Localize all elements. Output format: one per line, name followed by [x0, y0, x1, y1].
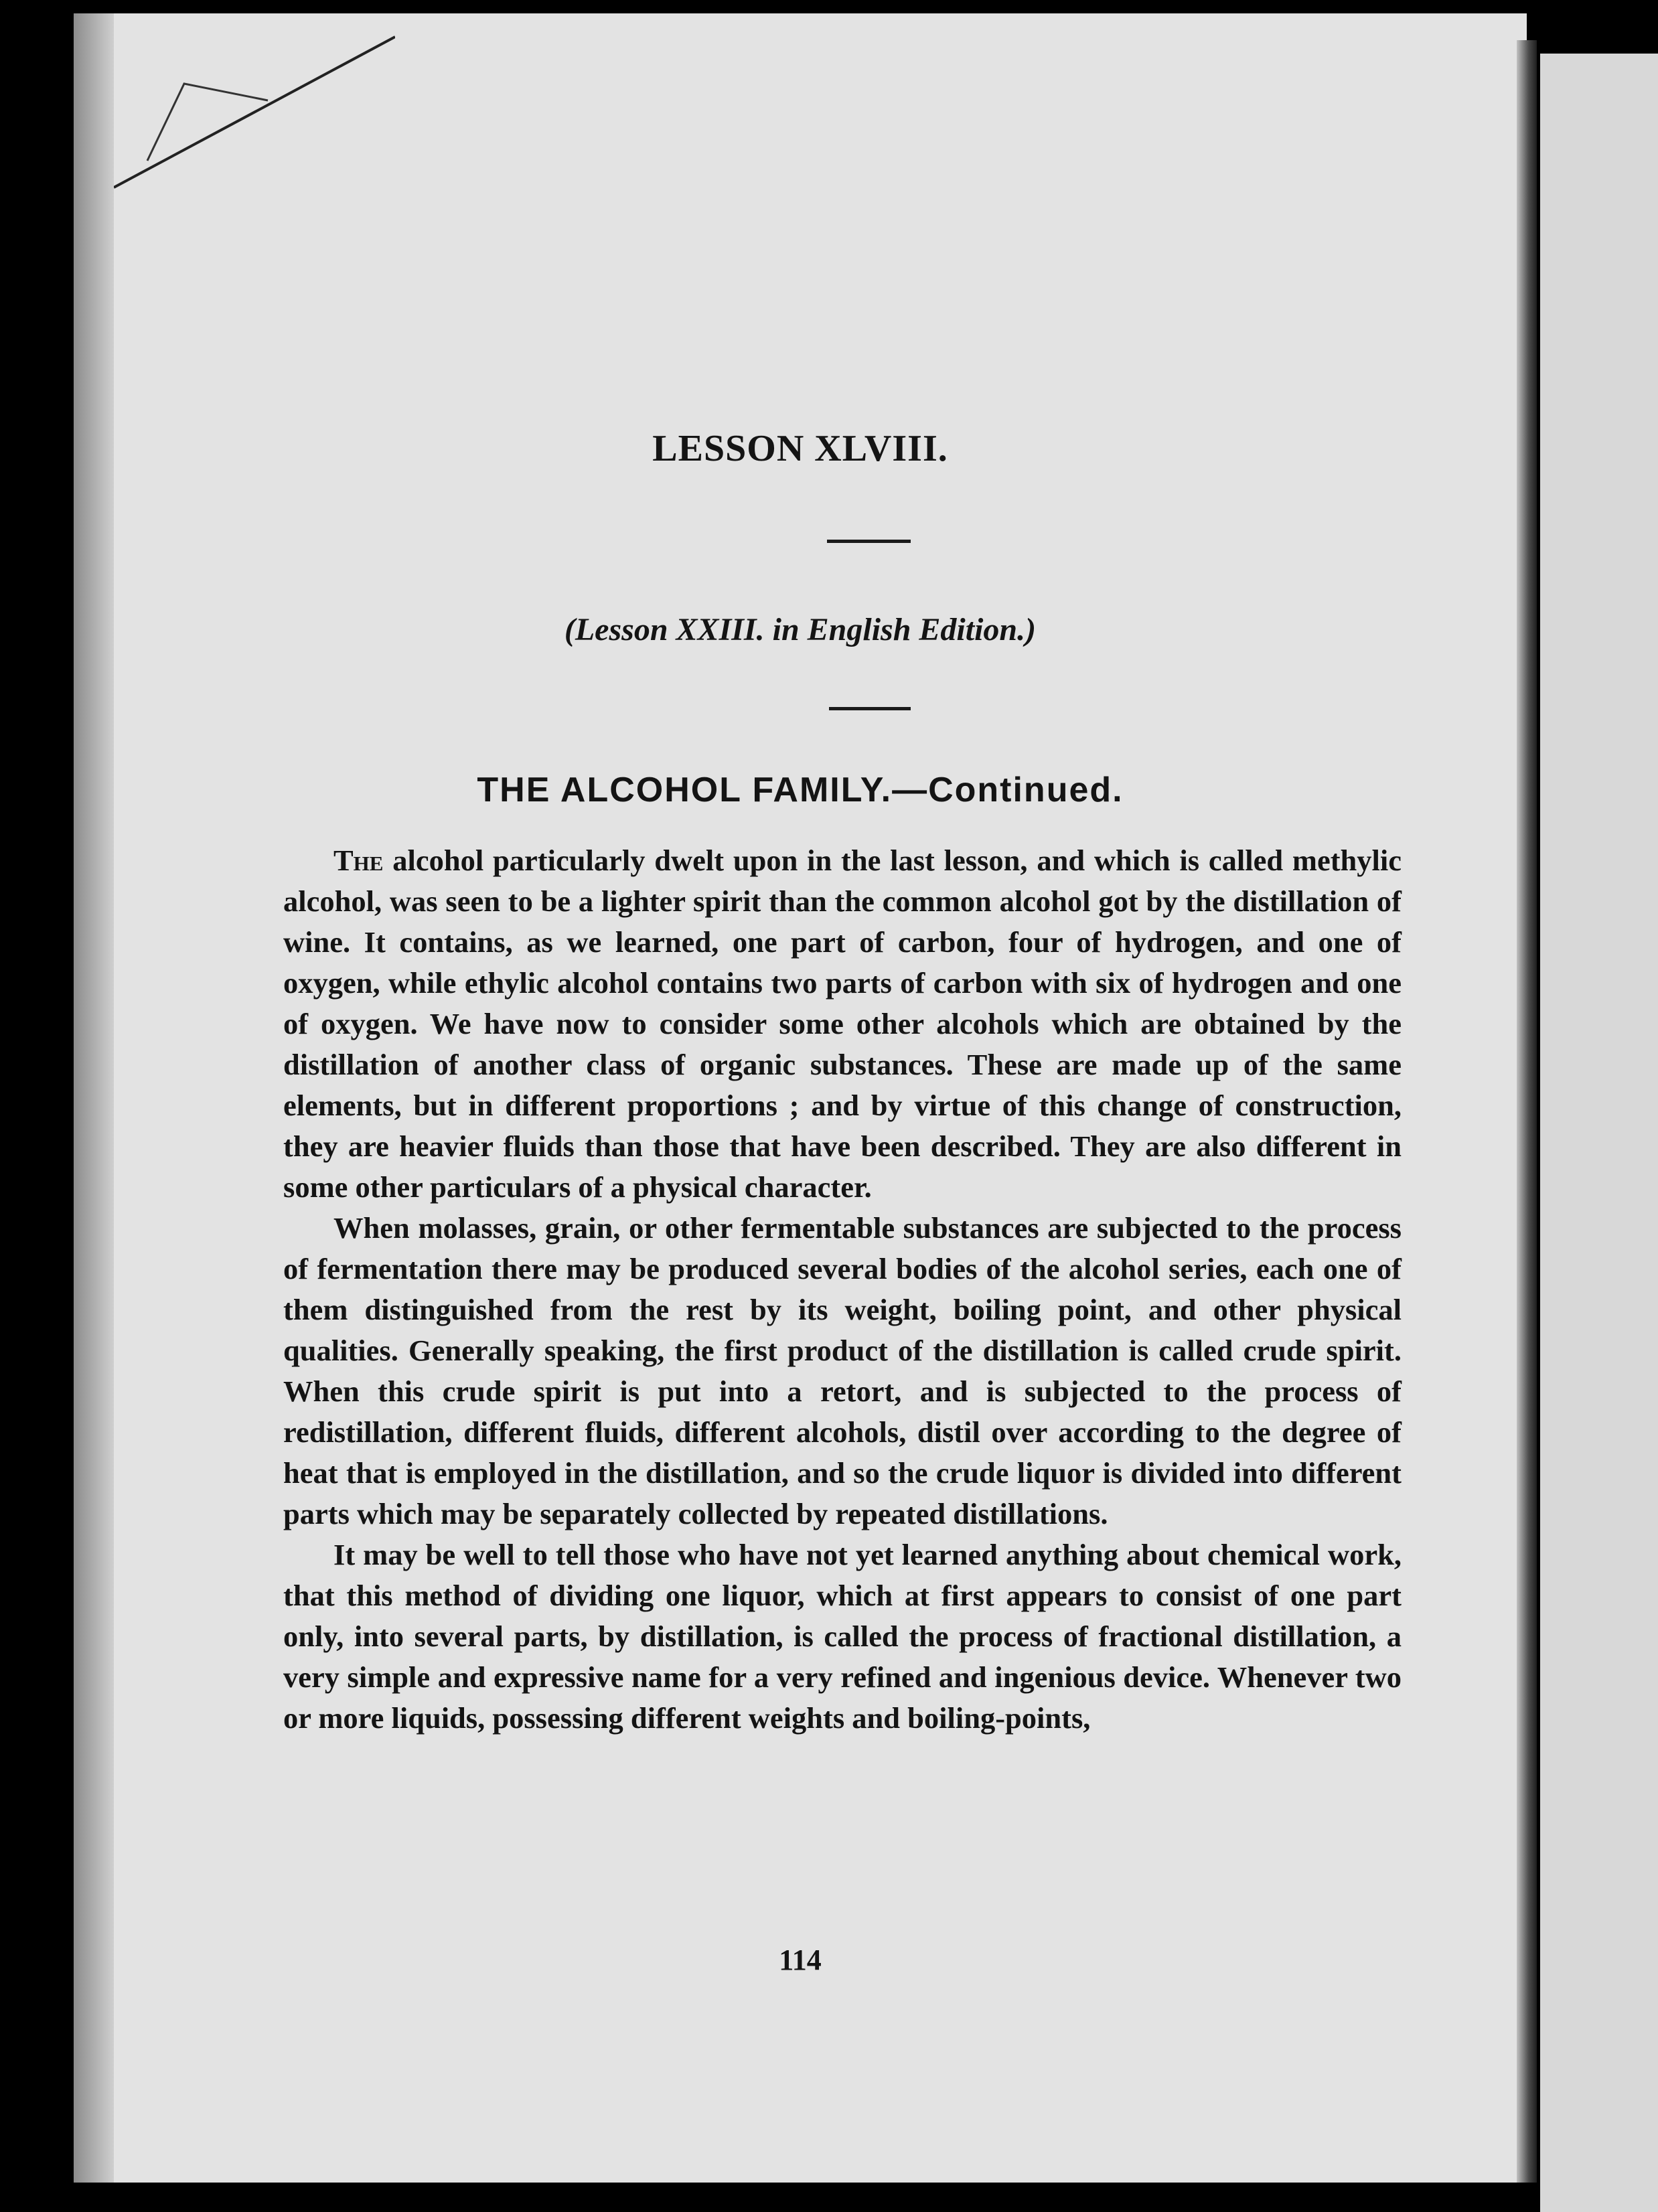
paragraph-lead-word: The	[333, 844, 384, 877]
subtitle-divider	[829, 707, 911, 710]
paragraph-3: It may be well to tell those who have not yet learned anything about chemical work, that this method of dividing one liquor, which at first appears to consist of one part only, into several parts, by distillation, is called the process of fractional distillation, a very simple and expressive name for a very refined and ingenious device. Whenever two or more liquids, possessing different weights and boiling-points,	[283, 1538, 1402, 1735]
body-text	[283, 840, 1402, 1739]
paragraph-1	[283, 840, 1402, 1208]
book-page	[74, 13, 1527, 2183]
page-number: 114	[779, 1944, 822, 1976]
section-title: THE ALCOHOL FAMILY.—Continued.	[477, 771, 1124, 809]
paragraph-1-text: alcohol particularly dwelt upon in the last lesson, and which is called methylic alcohol, was seen to be a lighter spirit than the common alcohol got by the distillation of wine. It contains, as we learned, one part of carbon, four of hydrogen, and one of oxygen, while ethylic alcohol contains two parts of carbon with six of hydrogen and one of oxygen. We have now to consider some other alcohols which are obtained by the distillation of another class of organic substances. These are made up of the same elements, but in different proportions ; and by virtue of this change of construction, they are heavier fluids than those that have been described. They are also different in some other particulars of a physical character.	[283, 844, 1402, 1204]
paragraph-2: When molasses, grain, or other fermentable substances are subjected to the process of fermentation there may be produced several bodies of the alcohol series, each one of them distinguished from the rest by its weight, boiling point, and other physical qualities. Generally speaking, the first product of the distillation is called crude spirit. When this crude spirit is put into a retort, and is subjected to the process of redistillation, different fluids, different alcohols, distil over according to the degree of heat that is employed in the distillation, and so the crude liquor is divided into different parts which may be separately collected by repeated distillations.	[283, 1211, 1402, 1530]
edition-note: (Lesson XXIII. in English Edition.)	[564, 612, 1037, 647]
folded-corner	[114, 27, 395, 201]
lesson-title: LESSON XLVIII.	[652, 428, 948, 469]
title-divider	[827, 540, 911, 543]
page-edge-shadow	[74, 13, 114, 2183]
binding-gutter	[1517, 40, 1537, 2183]
adjacent-page	[1540, 54, 1658, 2212]
